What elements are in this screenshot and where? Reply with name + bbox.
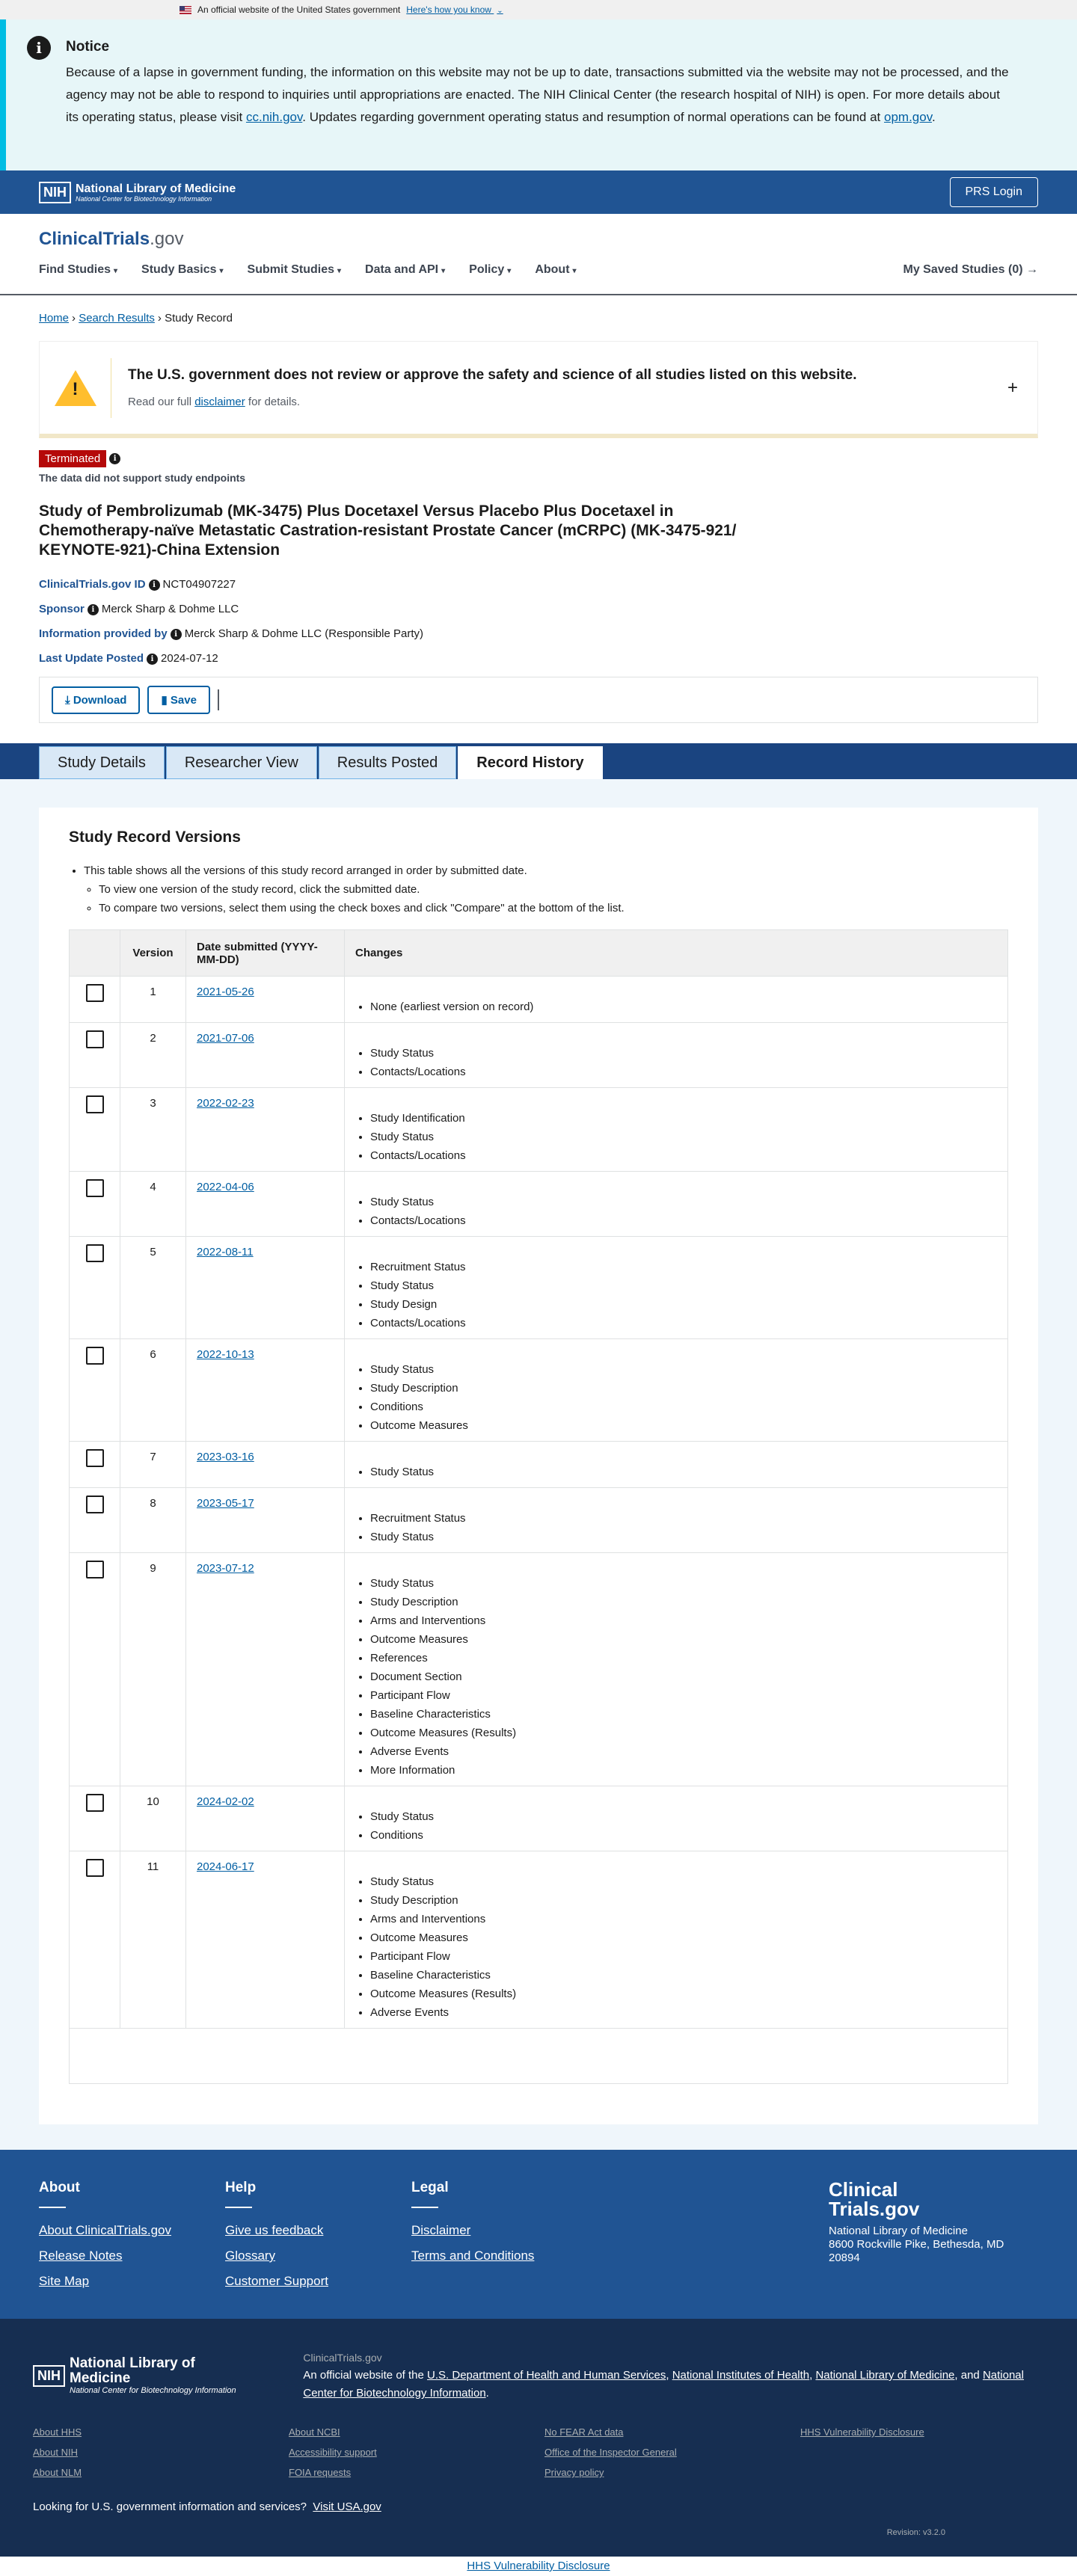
expand-plus-icon[interactable]: + bbox=[1007, 378, 1018, 398]
footer-bottom-links bbox=[33, 2426, 1044, 2478]
notice-text: Because of a lapse in government funding, the information on this website may not be up to date, transactions submitted via the website may not be processed, and the agency may not be able to respond to inquiries until appropriations are enacted. The NIH Clinical Center (the research hospital of NIH) is open. For more details about its operating status, please visit cc.nih.gov. Updates regarding government operating status and resumption of normal operations can be found at opm.gov. bbox=[66, 65, 1009, 124]
change-item: • Arms and Interventions bbox=[370, 1611, 997, 1630]
change-item: • Contacts/Locations bbox=[370, 1211, 997, 1230]
nav-submit-studies[interactable]: Submit Studies ▾ bbox=[247, 263, 342, 276]
version-number: 8 bbox=[120, 1488, 186, 1553]
nih-logo-icon: NIH bbox=[39, 182, 71, 203]
nav-find-studies[interactable]: Find Studies ▾ bbox=[39, 263, 118, 276]
save-button[interactable]: ▮ Save bbox=[147, 686, 209, 714]
foia-link[interactable]: FOIA requests bbox=[289, 2467, 352, 2478]
compare-checkbox[interactable] bbox=[86, 1496, 104, 1513]
version-date-link[interactable]: 2023-05-17 bbox=[197, 1497, 254, 1510]
table-row bbox=[70, 1488, 1008, 1553]
divider bbox=[218, 689, 219, 710]
nav-data-api[interactable]: Data and API ▾ bbox=[365, 263, 446, 276]
version-date-link[interactable]: 2022-10-13 bbox=[197, 1348, 254, 1361]
about-nlm-link[interactable]: About NLM bbox=[33, 2467, 82, 2478]
how-you-know-link[interactable]: Here's how you know ⌄ bbox=[406, 4, 503, 15]
change-item: • Participant Flow bbox=[370, 1947, 997, 1966]
arrow-right-icon: → bbox=[1026, 263, 1038, 276]
table-row bbox=[70, 1851, 1008, 2029]
footer-site-map-link[interactable]: Site Map bbox=[39, 2274, 90, 2288]
about-ncbi-link[interactable]: About NCBI bbox=[289, 2426, 340, 2438]
version-date-link[interactable]: 2023-03-16 bbox=[197, 1451, 254, 1463]
about-hhs-link[interactable]: About HHS bbox=[33, 2426, 82, 2438]
table-row bbox=[70, 1172, 1008, 1237]
change-item: • Study Identification bbox=[370, 1109, 997, 1128]
disclaimer-link[interactable]: disclaimer bbox=[194, 396, 245, 408]
version-number: 11 bbox=[120, 1851, 186, 2029]
bookmark-icon: ▮ bbox=[161, 694, 168, 707]
compare-checkbox[interactable] bbox=[86, 1030, 104, 1048]
footer-support-link[interactable]: Customer Support bbox=[225, 2274, 328, 2288]
version-date-link[interactable]: 2023-07-12 bbox=[197, 1562, 254, 1575]
change-item: • More Information bbox=[370, 1761, 997, 1780]
table-row bbox=[70, 1339, 1008, 1442]
versions-heading: Study Record Versions bbox=[69, 829, 241, 846]
accessibility-link[interactable]: Accessibility support bbox=[289, 2447, 377, 2458]
change-item: • Participant Flow bbox=[370, 1686, 997, 1705]
table-row bbox=[70, 1786, 1008, 1851]
download-button[interactable]: ⤓ Download bbox=[52, 686, 140, 714]
record-history-card bbox=[39, 808, 1038, 2124]
version-date-link[interactable]: 2021-07-06 bbox=[197, 1032, 254, 1045]
change-item: • Study Status bbox=[370, 1193, 997, 1211]
table-row bbox=[70, 1023, 1008, 1088]
nlm-logo[interactable]: NIH National Library of Medicine National Center for Biotechnology Information bbox=[39, 182, 236, 203]
compare-checkbox[interactable] bbox=[86, 1561, 104, 1579]
change-item: • Study Status bbox=[370, 1276, 997, 1295]
compare-checkbox[interactable] bbox=[86, 984, 104, 1002]
site-header bbox=[0, 214, 1077, 295]
change-item: • Document Section bbox=[370, 1667, 997, 1686]
gov-banner bbox=[0, 0, 1077, 19]
change-item: • Study Status bbox=[370, 1872, 997, 1891]
change-item: • Contacts/Locations bbox=[370, 1314, 997, 1332]
footer-disclaimer-link[interactable]: Disclaimer bbox=[411, 2223, 471, 2237]
version-number: 9 bbox=[120, 1553, 186, 1786]
version-date-link[interactable]: 2024-06-17 bbox=[197, 1860, 254, 1873]
nav-study-basics[interactable]: Study Basics ▾ bbox=[141, 263, 224, 276]
chevron-down-icon: ▾ bbox=[441, 267, 446, 275]
version-number: 7 bbox=[120, 1442, 186, 1488]
compare-checkbox[interactable] bbox=[86, 1449, 104, 1467]
change-item: • Study Status bbox=[370, 1807, 997, 1826]
version-number: 4 bbox=[120, 1172, 186, 1237]
info-icon[interactable]: i bbox=[171, 629, 182, 640]
change-item: • Conditions bbox=[370, 1398, 997, 1416]
chevron-down-icon: ▾ bbox=[572, 267, 577, 275]
footer: About About ClinicalTrials.gov Release Notes Site Map Help Give us feedback Glossary Customer Support Legal Disclaimer Terms and Conditions Clinical Trials.gov National Library of Medicine 8600 Rockville Pike, Bethesda, MD 20894 NIH National Library of Medicine National Center for Biotechnology Information ClinicalTrials.gov An official website of the U.S. Department of Health and Human Services, National Institutes of Health, National Library of Medicine, and National Center for Biotechnology Information. About HHS About NCBI No FEAR Act data HHS Vulnerability Disclosure About NIH Accessibility support Office of the Inspector General About NLM FOIA requests Privacy policy Looking for U.S. government information and services? Visit USA.gov Revision: v3.2.0 bbox=[0, 2150, 1077, 2557]
versions-table bbox=[69, 929, 1008, 2084]
hhs-vulnerability-link[interactable]: HHS Vulnerability Disclosure bbox=[800, 2426, 924, 2438]
change-item: • Adverse Events bbox=[370, 1742, 997, 1761]
change-item: • Baseline Characteristics bbox=[370, 1966, 997, 1985]
version-number: 5 bbox=[120, 1237, 186, 1339]
change-item: • Arms and Interventions bbox=[370, 1910, 997, 1928]
nih-logo-icon: NIH bbox=[33, 2365, 65, 2387]
change-item: • Study Description bbox=[370, 1891, 997, 1910]
chevron-down-icon: ▾ bbox=[337, 267, 342, 275]
opm-link[interactable]: opm.gov bbox=[884, 110, 932, 124]
gov-banner-text: An official website of the United States government bbox=[197, 4, 401, 15]
tab-record-history[interactable]: Record History bbox=[458, 746, 602, 779]
nlm-link[interactable]: National Library of Medicine bbox=[815, 2369, 955, 2382]
warning-icon: ! bbox=[55, 370, 96, 406]
version-number: 1 bbox=[120, 977, 186, 1023]
study-meta: ClinicalTrials.gov ID i NCT04907227 Sponsor i Merck Sharp & Dohme LLC Information provided by i Merck Sharp & Dohme LLC (Responsible Party) Last Update Posted i 2024-07-12 bbox=[39, 578, 423, 665]
main-nav bbox=[39, 263, 1038, 277]
compare-checkbox[interactable] bbox=[86, 1095, 104, 1113]
chevron-down-icon: ▾ bbox=[219, 267, 224, 275]
change-item: • Study Status bbox=[370, 1360, 997, 1379]
change-item: • Study Description bbox=[370, 1593, 997, 1611]
nlm-header bbox=[0, 170, 1077, 214]
revision: Revision: v3.2.0 bbox=[886, 2528, 945, 2537]
ncbi-link[interactable]: National Center for Biotechnology Information bbox=[303, 2369, 1024, 2400]
us-flag-icon bbox=[180, 6, 191, 14]
table-row bbox=[70, 1088, 1008, 1172]
tab-study-details[interactable]: Study Details bbox=[39, 746, 165, 779]
privacy-link[interactable]: Privacy policy bbox=[544, 2467, 604, 2478]
breadcrumb-search-results[interactable]: Search Results bbox=[79, 312, 155, 325]
chevron-down-icon: ▾ bbox=[507, 267, 512, 275]
info-icon[interactable]: i bbox=[149, 580, 160, 591]
tab-results-posted[interactable]: Results Posted bbox=[319, 746, 457, 779]
change-item: • None (earliest version on record) bbox=[370, 997, 997, 1016]
saved-studies-link[interactable]: My Saved Studies (0) → bbox=[903, 263, 1038, 276]
breadcrumb-current: Study Record bbox=[165, 312, 233, 325]
change-item: • Outcome Measures bbox=[370, 1416, 997, 1435]
notice-title: Notice bbox=[66, 39, 110, 55]
info-icon[interactable]: i bbox=[109, 453, 120, 464]
status-note: The data did not support study endpoints bbox=[39, 472, 246, 484]
sponsor: Merck Sharp & Dohme LLC bbox=[101, 603, 239, 615]
change-item: • Study Status bbox=[370, 1463, 997, 1481]
info-provided-by: Merck Sharp & Dohme LLC (Responsible Party) bbox=[184, 627, 423, 640]
change-item: • Outcome Measures (Results) bbox=[370, 1724, 997, 1742]
no-fear-link[interactable]: No FEAR Act data bbox=[544, 2426, 624, 2438]
version-date-link[interactable]: 2021-05-26 bbox=[197, 986, 254, 998]
col-version: Version bbox=[120, 930, 186, 977]
change-item: • Study Status bbox=[370, 1528, 997, 1546]
tab-researcher-view[interactable]: Researcher View bbox=[166, 746, 317, 779]
table-row bbox=[70, 1553, 1008, 1786]
footer-feedback-link[interactable]: Give us feedback bbox=[225, 2223, 324, 2237]
disclaimer-box bbox=[39, 341, 1038, 438]
col-date: Date submitted (YYYY-MM-DD) bbox=[186, 930, 345, 977]
info-icon[interactable]: i bbox=[88, 604, 99, 615]
footer-terms-link[interactable]: Terms and Conditions bbox=[411, 2248, 535, 2263]
change-item: • Adverse Events bbox=[370, 2003, 997, 2022]
cc-nih-link[interactable]: cc.nih.gov bbox=[245, 110, 303, 124]
version-number: 10 bbox=[120, 1786, 186, 1851]
compare-checkbox[interactable] bbox=[86, 1347, 104, 1365]
change-item: • Study Status bbox=[370, 1574, 997, 1593]
change-item: • References bbox=[370, 1649, 997, 1667]
version-date-link[interactable]: 2022-02-23 bbox=[197, 1097, 254, 1110]
info-icon[interactable]: i bbox=[147, 654, 158, 665]
nih-link[interactable]: National Institutes of Health bbox=[672, 2369, 810, 2382]
version-number: 2 bbox=[120, 1023, 186, 1088]
usa-gov-line: Looking for U.S. government information and services? Visit USA.gov bbox=[33, 2500, 381, 2513]
study-id: NCT04907227 bbox=[162, 578, 236, 591]
change-item: • Contacts/Locations bbox=[370, 1063, 997, 1081]
breadcrumb: Home › Search Results › Study Record bbox=[39, 312, 233, 325]
change-item: • Contacts/Locations bbox=[370, 1146, 997, 1165]
table-row bbox=[70, 1237, 1008, 1339]
version-number: 3 bbox=[120, 1088, 186, 1172]
col-changes: Changes bbox=[345, 930, 1008, 977]
prs-login-button[interactable]: PRS Login bbox=[950, 177, 1039, 207]
versions-intro: • This table shows all the versions of this study record arranged in order by submitted date. ◦ To view one version of the study record, click the submitted date. ◦ To compare two versions, select them using the check boxes and click "Compare" at the bottom of the list. bbox=[84, 861, 1008, 917]
compare-checkbox[interactable] bbox=[86, 1244, 104, 1262]
tabs bbox=[0, 743, 1077, 779]
change-item: • Conditions bbox=[370, 1826, 997, 1845]
status-badge: Terminated bbox=[39, 450, 106, 467]
chevron-down-icon: ▾ bbox=[114, 267, 118, 275]
disclaimer-text: Read our full disclaimer for details. bbox=[128, 396, 301, 408]
version-date-link[interactable]: 2024-02-02 bbox=[197, 1795, 254, 1808]
breadcrumb-home[interactable]: Home bbox=[39, 312, 70, 325]
hhs-vulnerability-bottom-link[interactable]: HHS Vulnerability Disclosure bbox=[467, 2560, 610, 2572]
footer-glossary-link[interactable]: Glossary bbox=[225, 2248, 276, 2263]
info-icon: i bbox=[27, 36, 51, 60]
change-item: • Study Description bbox=[370, 1379, 997, 1398]
usa-gov-link[interactable]: Visit USA.gov bbox=[313, 2500, 381, 2513]
change-item: • Recruitment Status bbox=[370, 1258, 997, 1276]
footer-release-notes-link[interactable]: Release Notes bbox=[39, 2248, 123, 2263]
table-row bbox=[70, 977, 1008, 1023]
change-item: • Outcome Measures (Results) bbox=[370, 1985, 997, 2003]
footer-nlm-logo[interactable]: NIH National Library of Medicine National Center for Biotechnology Information bbox=[33, 2349, 258, 2403]
last-update: 2024-07-12 bbox=[161, 652, 218, 665]
change-item: • Baseline Characteristics bbox=[370, 1705, 997, 1724]
table-row bbox=[70, 1442, 1008, 1488]
change-item: • Study Status bbox=[370, 1128, 997, 1146]
change-item: • Study Status bbox=[370, 1044, 997, 1063]
change-item: • Outcome Measures bbox=[370, 1630, 997, 1649]
change-item: • Recruitment Status bbox=[370, 1509, 997, 1528]
notice-alert bbox=[0, 19, 1077, 170]
nav-policy[interactable]: Policy ▾ bbox=[469, 263, 512, 276]
study-title: Study of Pembrolizumab (MK-3475) Plus Docetaxel Versus Placebo Plus Docetaxel in Chemotherapy-naïve Metastatic Castration-resistant Prostate Cancer (mCRPC) (MK-3475-921/ KEYNOTE-921)-China Extension bbox=[39, 502, 737, 559]
version-date-link[interactable]: 2022-04-06 bbox=[197, 1181, 254, 1193]
site-logo[interactable]: ClinicalTrials.gov bbox=[39, 229, 184, 249]
nav-about[interactable]: About ▾ bbox=[535, 263, 577, 276]
footer-about-link[interactable]: About ClinicalTrials.gov bbox=[39, 2223, 171, 2237]
compare-checkbox[interactable] bbox=[86, 1794, 104, 1812]
about-nih-link[interactable]: About NIH bbox=[33, 2447, 78, 2458]
inspector-general-link[interactable]: Office of the Inspector General bbox=[544, 2447, 677, 2458]
change-item: • Outcome Measures bbox=[370, 1928, 997, 1947]
hhs-link[interactable]: U.S. Department of Health and Human Services bbox=[427, 2369, 666, 2382]
version-number: 6 bbox=[120, 1339, 186, 1442]
disclaimer-title: The U.S. government does not review or approve the safety and science of all studies listed on this website. bbox=[128, 367, 857, 383]
change-item: • Study Design bbox=[370, 1295, 997, 1314]
action-bar bbox=[39, 677, 1038, 723]
footer-address: Clinical Trials.gov National Library of Medicine 8600 Rockville Pike, Bethesda, MD 20894 bbox=[829, 2178, 1004, 2264]
compare-checkbox[interactable] bbox=[86, 1859, 104, 1877]
download-icon: ⤓ bbox=[65, 693, 70, 707]
version-date-link[interactable]: 2022-08-11 bbox=[197, 1246, 254, 1258]
compare-checkbox[interactable] bbox=[86, 1179, 104, 1197]
